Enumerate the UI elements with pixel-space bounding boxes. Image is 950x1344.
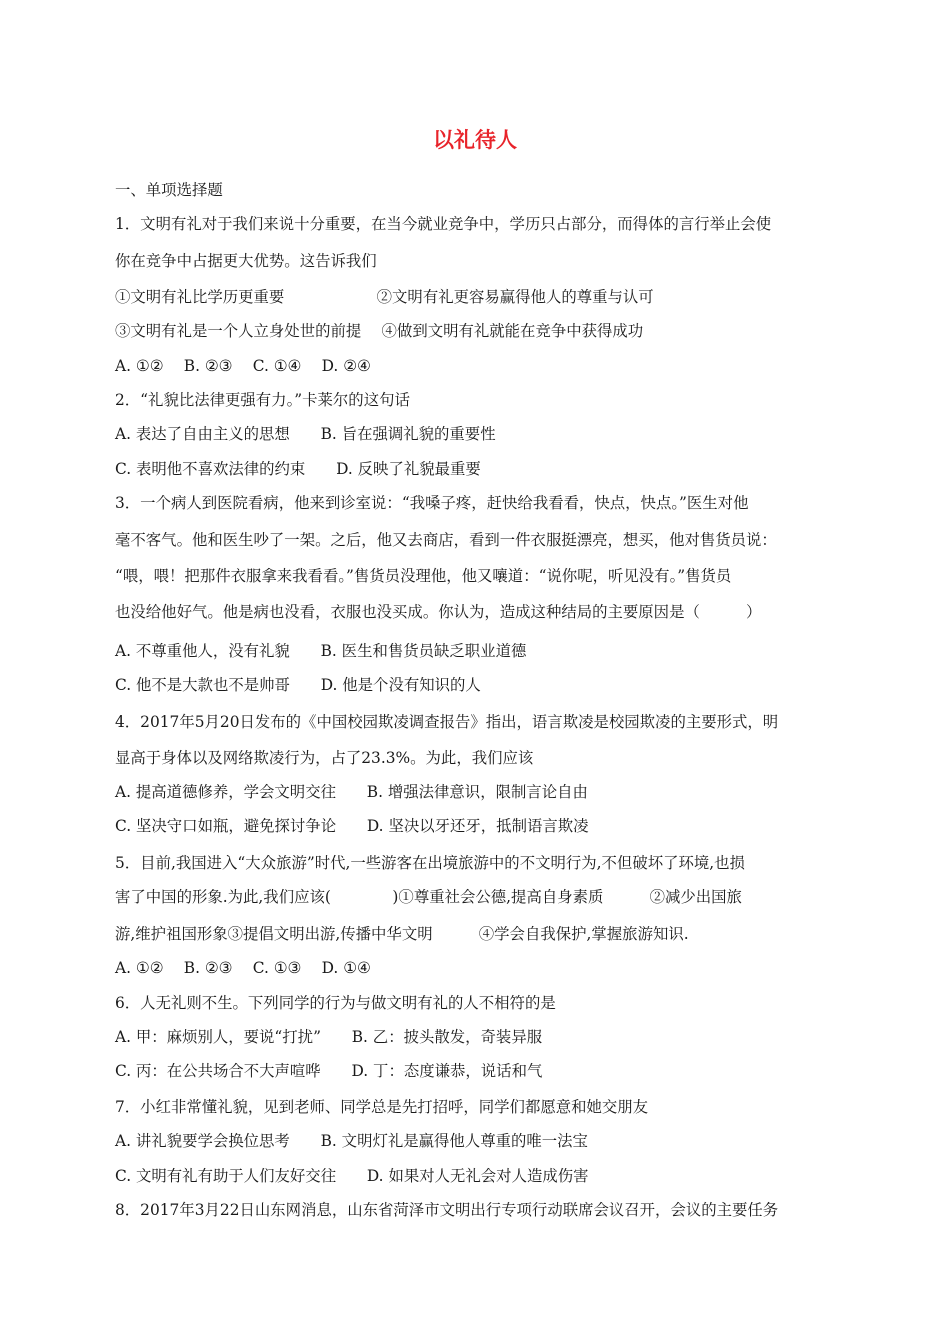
question-line: 也没给他好气。他是病也没看，衣服也没买成。你认为，造成这种结局的主要原因是（ ） xyxy=(115,603,762,621)
question-line: A. ①② B. ②③ C. ①③ D. ①④ xyxy=(115,959,371,977)
question-line: 3．一个病人到医院看病，他来到诊室说：“我嗓子疼，赶快给我看看，快点，快点。”医生对他 xyxy=(115,494,749,512)
question-line: ③文明有礼是一个人立身处世的前提 ④做到文明有礼就能在竞争中获得成功 xyxy=(115,322,644,340)
section-heading: 一、单项选择题 xyxy=(115,181,223,199)
question-line: 5．目前,我国进入“大众旅游”时代,一些游客在出境旅游中的不文明行为,不但破坏了环境,也损 xyxy=(115,854,745,872)
question-line: A. ①② B. ②③ C. ①④ D. ②④ xyxy=(115,357,371,375)
question-line: 4．2017年5月20日发布的《中国校园欺凌调查报告》指出，语言欺凌是校园欺凌的主要形式，明 xyxy=(115,713,779,731)
question-line: A. 不尊重他人，没有礼貌 B. 医生和售货员缺乏职业道德 xyxy=(115,642,527,660)
question-line: 毫不客气。他和医生吵了一架。之后，他又去商店，看到一件衣服挺漂亮，想买，他对售货员说： xyxy=(115,531,777,549)
question-line: 害了中国的形象.为此,我们应该( )①尊重社会公德,提高自身素质 ②减少出国旅 xyxy=(115,888,742,906)
question-line: 2．“礼貌比法律更强有力。”卡莱尔的这句话 xyxy=(115,391,410,409)
question-line: A. 提高道德修养，学会文明交往 B. 增强法律意识，限制言论自由 xyxy=(115,783,588,801)
question-line: 6．人无礼则不生。下列同学的行为与做文明有礼的人不相符的是 xyxy=(115,994,556,1012)
question-line: 1．文明有礼对于我们来说十分重要，在当今就业竞争中，学历只占部分，而得体的言行举止会使 xyxy=(115,215,772,233)
question-line: A. 讲礼貌要学会换位思考 B. 文明灯礼是赢得他人尊重的唯一法宝 xyxy=(115,1132,588,1150)
question-line: C. 丙：在公共场合不大声喧哗 D. 丁：态度谦恭，说话和气 xyxy=(115,1062,543,1080)
question-line: ①文明有礼比学历更重要 ②文明有礼更容易赢得他人的尊重与认可 xyxy=(115,288,654,306)
question-line: 游,维护祖国形象③提倡文明出游,传播中华文明 ④学会自我保护,掌握旅游知识. xyxy=(115,925,689,943)
question-line: C. 坚决守口如瓶，避免探讨争论 D. 坚决以牙还牙，抵制语言欺凌 xyxy=(115,817,589,835)
question-line: A. 表达了自由主义的思想 B. 旨在强调礼貌的重要性 xyxy=(115,425,496,443)
question-line: C. 他不是大款也不是帅哥 D. 他是个没有知识的人 xyxy=(115,676,481,694)
question-line: 显高于身体以及网络欺凌行为，占了23.3%。为此，我们应该 xyxy=(115,749,534,767)
question-line: 8．2017年3月22日山东网消息，山东省菏泽市文明出行专项行动联席会议召开，会议的主要任务 xyxy=(115,1201,779,1219)
question-line: C. 文明有礼有助于人们友好交往 D. 如果对人无礼会对人造成伤害 xyxy=(115,1167,589,1185)
page-title: 以礼待人 xyxy=(433,128,517,152)
question-line: 7．小红非常懂礼貌，见到老师、同学总是先打招呼，同学们都愿意和她交朋友 xyxy=(115,1098,649,1116)
question-line: 你在竞争中占据更大优势。这告诉我们 xyxy=(115,252,377,270)
question-line: A. 甲：麻烦别人，要说“打扰” B. 乙：披头散发，奇装异服 xyxy=(115,1028,543,1046)
question-line: “喂，喂！把那件衣服拿来我看看。”售货员没理他，他又嚷道：“说你呢，听见没有。”售货员 xyxy=(115,567,732,585)
question-line: C. 表明他不喜欢法律的约束 D. 反映了礼貌最重要 xyxy=(115,460,481,478)
